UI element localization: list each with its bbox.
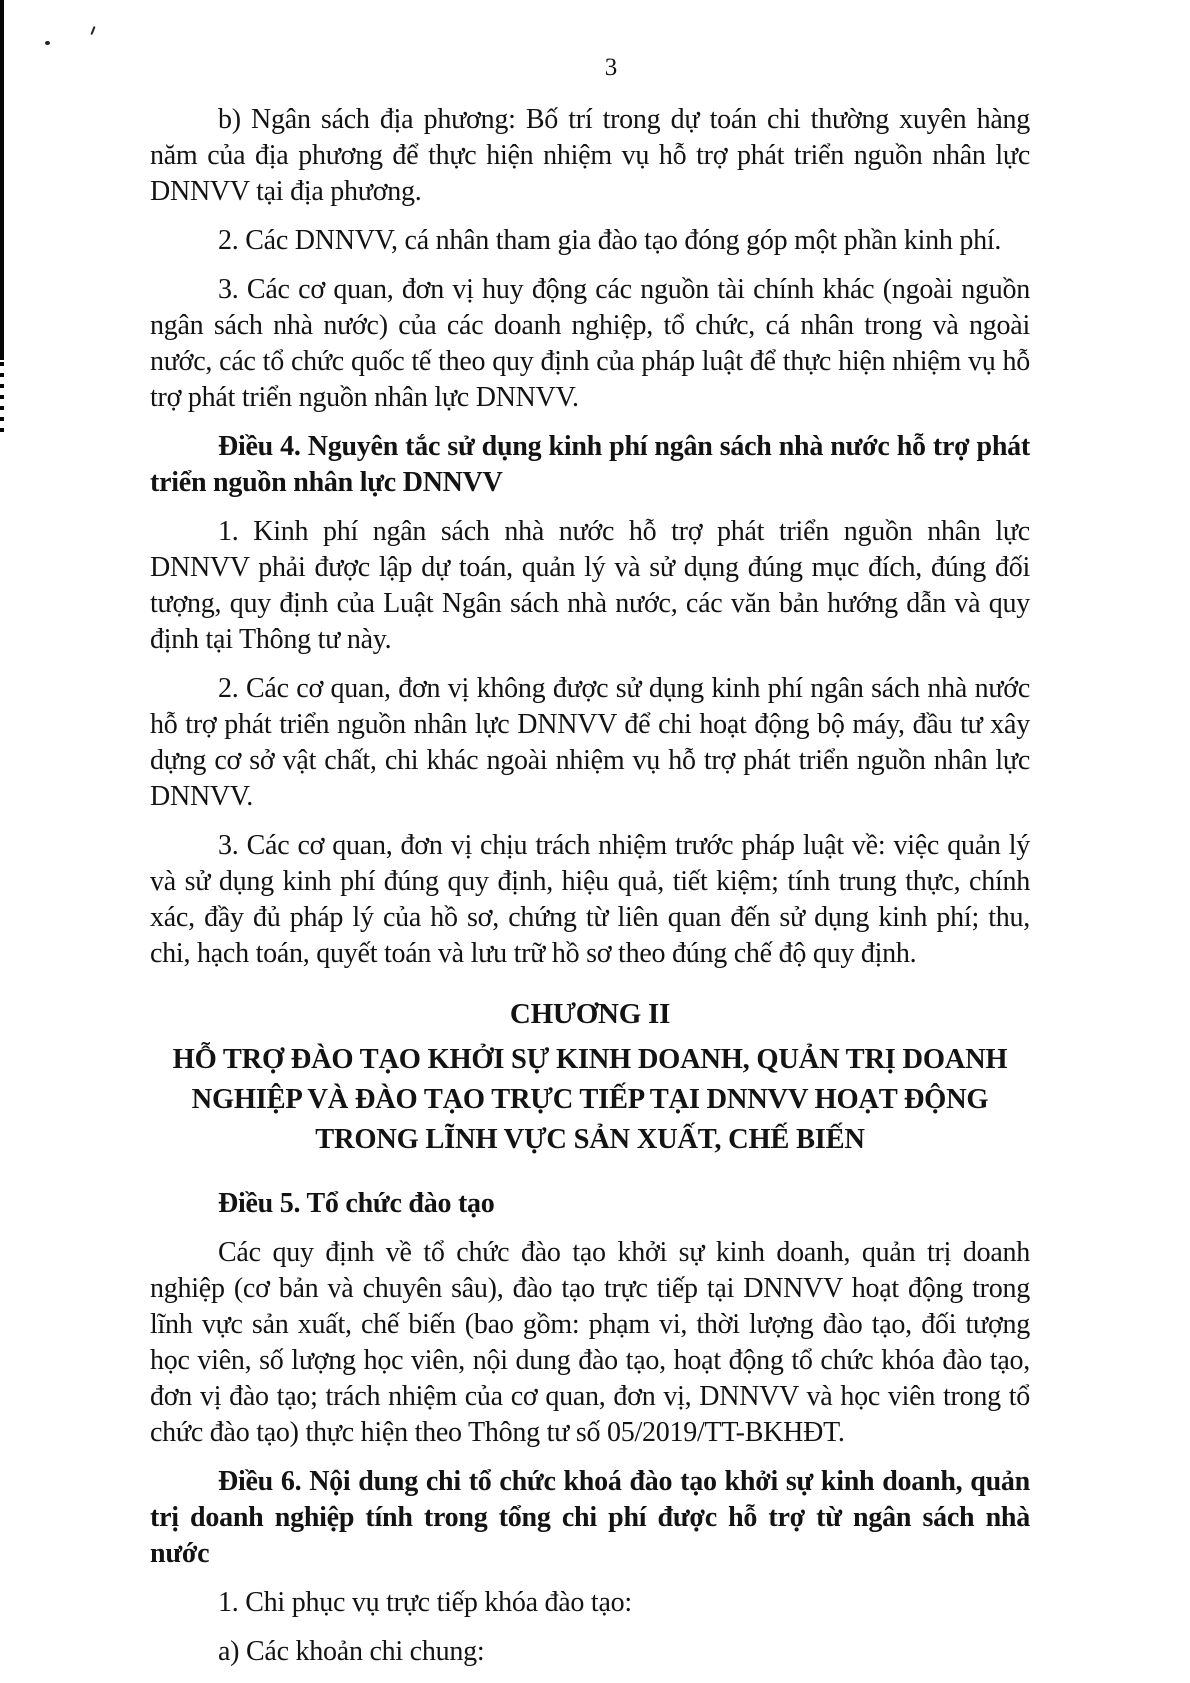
paragraph-2-contribution: 2. Các DNNVV, cá nhân tham gia đào tạo đóng góp một phần kinh phí. [218, 225, 1002, 256]
article-4-clause-3: 3. Các cơ quan, đơn vị chịu trách nhiệm trước pháp luật về: việc quản lý và sử dụng kinh phí đúng quy định, hiệu quả, tiết kiệm; tính trung thực, chính xác, đầy đủ pháp lý của hồ sơ, chứng từ liên quan đến sử dụng kinh phí; thu, chi, hạch toán, quyết toán và lưu trữ hồ sơ theo đúng chế độ quy định. [150, 830, 1030, 969]
article-5-body: Các quy định về tổ chức đào tạo khởi sự kinh doanh, quản trị doanh nghiệp (cơ bản và chuyên sâu), đào tạo trực tiếp tại DNNVV hoạt động trong lĩnh vực sản xuất, chế biến (bao gồm: phạm vi, thời lượng đào tạo, đối tượng học viên, số lượng học viên, nội dung đào tạo, hoạt động tổ chức khóa đào tạo, đơn vị đào tạo; trách nhiệm của cơ quan, đơn vị, DNNVV và học viên trong tổ chức đào tạo) thực hiện theo Thông tư số 05/2019/TT-BKHĐT. [150, 1237, 1030, 1448]
article-4-clause-2: 2. Các cơ quan, đơn vị không được sử dụng kinh phí ngân sách nhà nước hỗ trợ phát triển nguồn nhân lực DNNVV để chi hoạt động bộ máy, đầu tư xây dựng cơ sở vật chất, chi khác ngoài nhiệm vụ hỗ trợ phát triển nguồn nhân lực DNNVV. [150, 673, 1030, 812]
page-number: 3 [604, 54, 618, 81]
article-4-clause-1: 1. Kinh phí ngân sách nhà nước hỗ trợ phát triển nguồn nhân lực DNNVV phải được lập dự toán, quản lý và sử dụng đúng mục đích, đúng đối tượng, quy định của Luật Ngân sách nhà nước, các văn bản hướng dẫn và quy định tại Thông tư này. [150, 516, 1030, 655]
document-body [150, 102, 1030, 1670]
scan-binding-line [0, 0, 4, 360]
paragraph-b-local-budget: b) Ngân sách địa phương: Bố trí trong dự toán chi thường xuyên hàng năm của địa phương để thực hiện nhiệm vụ hỗ trợ phát triển nguồn nhân lực DNNVV tại địa phương. [150, 104, 1030, 207]
article-6-point-a: a) Các khoản chi chung: [218, 1636, 485, 1667]
scan-binding-dashes [0, 362, 4, 436]
chapter-2-title: HỖ TRỢ ĐÀO TẠO KHỞI SỰ KINH DOANH, QUẢN TRỊ DOANH NGHIỆP VÀ ĐÀO TẠO TRỰC TIẾP TẠI DNNVV HOẠT ĐỘNG TRONG LĨNH VỰC SẢN XUẤT, CHẾ BIẾN [172, 1044, 1008, 1155]
paragraph-3-other-funding: 3. Các cơ quan, đơn vị huy động các nguồn tài chính khác (ngoài nguồn ngân sách nhà nước) của các doanh nghiệp, tổ chức, cá nhân trong và ngoài nước, các tổ chức quốc tế theo quy định của pháp luật để thực hiện nhiệm vụ hỗ trợ phát triển nguồn nhân lực DNNVV. [150, 274, 1030, 413]
article-5-heading: Điều 5. Tổ chức đào tạo [218, 1188, 495, 1219]
article-4-heading: Điều 4. Nguyên tắc sử dụng kinh phí ngân sách nhà nước hỗ trợ phát triển nguồn nhân lực DNNVV [150, 431, 1030, 498]
article-6-heading: Điều 6. Nội dung chi tổ chức khoá đào tạo khởi sự kinh doanh, quản trị doanh nghiệp tính trong tổng chi phí được hỗ trợ từ ngân sách nhà nước [150, 1466, 1030, 1569]
chapter-2-number: CHƯƠNG II [509, 998, 671, 1030]
article-6-clause-1: 1. Chi phục vụ trực tiếp khóa đào tạo: [218, 1587, 632, 1618]
